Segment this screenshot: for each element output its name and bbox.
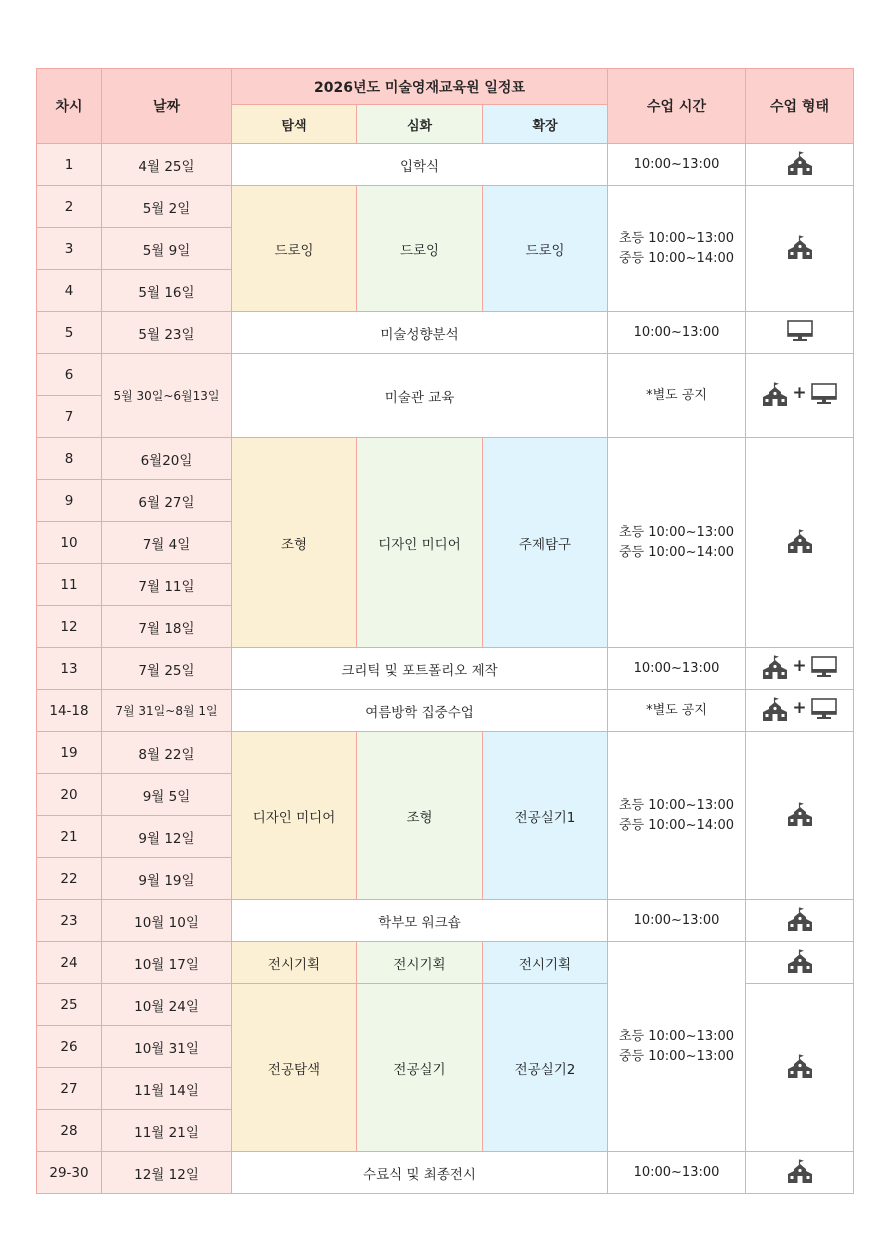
session-date: 10월 10일 [102,900,232,942]
session-content: 크리틱 및 포트폴리오 제작 [232,648,608,690]
session-date: 10월 31일 [102,1026,232,1068]
table-row [37,1152,854,1194]
session-number: 4 [37,270,102,312]
school-icon [787,1054,813,1078]
table-row [37,690,854,732]
table-row [37,144,854,186]
session-time: *별도 공지 [608,354,746,438]
mode-cell [746,732,854,900]
session-number: 22 [37,858,102,900]
date-header: 날짜 [102,69,232,144]
mode-cell [746,144,854,186]
track-expand-cell: 전시기획 [483,942,608,984]
session-content: 미술성향분석 [232,312,608,354]
time-header: 수업 시간 [608,69,746,144]
session-content: 미술관 교육 [232,354,608,438]
track-expand-cell: 전공실기2 [483,984,608,1152]
session-number: 8 [37,438,102,480]
track-deepen-cell: 드로잉 [357,186,483,312]
session-time [608,942,746,1152]
school-icon [787,235,813,259]
session-date: 11월 14일 [102,1068,232,1110]
table-title: 2026년도 미술영재교육원 일정표 [232,69,608,105]
session-number: 19 [37,732,102,774]
track-deepen-header: 심화 [357,105,483,144]
session-number: 11 [37,564,102,606]
track-explore-cell: 조형 [232,438,357,648]
session-number: 7 [37,396,102,438]
session-number: 6 [37,354,102,396]
time-elementary: 초등 10:00~13:00 [618,524,735,540]
session-date: 5월 23일 [102,312,232,354]
session-number: 10 [37,522,102,564]
session-time: 10:00~13:00 [608,648,746,690]
session-date: 11월 21일 [102,1110,232,1152]
table-row [37,942,854,984]
mode-header: 수업 형태 [746,69,854,144]
track-explore-header: 탐색 [232,105,357,144]
track-explore-cell: 전시기획 [232,942,357,984]
session-number: 12 [37,606,102,648]
session-date: 4월 25일 [102,144,232,186]
session-time: 10:00~13:00 [608,312,746,354]
session-content: 여름방학 집중수업 [232,690,608,732]
session-date: 8월 22일 [102,732,232,774]
session-number: 29-30 [37,1152,102,1194]
session-date: 5월 16일 [102,270,232,312]
school-icon [787,802,813,826]
session-date: 5월 30일~6월13일 [102,354,232,438]
plus-sign: + [792,656,807,676]
time-elementary: 초등 10:00~13:00 [618,230,735,246]
time-middle: 중등 10:00~14:00 [618,250,735,266]
mode-cell [746,984,854,1152]
table-row [37,186,854,228]
session-time [608,732,746,900]
session-date: 12월 12일 [102,1152,232,1194]
mode-cell [746,312,854,354]
mode-cell [746,1152,854,1194]
session-number: 26 [37,1026,102,1068]
track-explore-cell: 전공탐색 [232,984,357,1152]
session-header: 차시 [37,69,102,144]
school-icon [762,697,788,721]
session-number: 24 [37,942,102,984]
session-number: 3 [37,228,102,270]
session-time: 10:00~13:00 [608,144,746,186]
plus-sign: + [792,698,807,718]
track-expand-header: 확장 [483,105,608,144]
school-icon [787,1159,813,1183]
table-row [37,900,854,942]
table-row [37,354,854,396]
session-date: 10월 24일 [102,984,232,1026]
track-expand-cell: 전공실기1 [483,732,608,900]
session-number: 2 [37,186,102,228]
mode-cell [746,900,854,942]
mode-cell [746,354,854,438]
track-explore-cell: 디자인 미디어 [232,732,357,900]
session-content: 수료식 및 최종전시 [232,1152,608,1194]
session-content: 입학식 [232,144,608,186]
session-date: 7월 4일 [102,522,232,564]
mode-cell [746,690,854,732]
session-number: 5 [37,312,102,354]
school-icon [762,382,788,406]
mode-cell [746,186,854,312]
track-expand-cell: 주제탐구 [483,438,608,648]
school-icon [787,907,813,931]
session-date: 7월 31일~8월 1일 [102,690,232,732]
monitor-icon [811,383,837,405]
school-icon [787,949,813,973]
session-date: 5월 2일 [102,186,232,228]
session-date: 6월 27일 [102,480,232,522]
session-date: 10월 17일 [102,942,232,984]
session-date: 6월20일 [102,438,232,480]
school-icon [762,655,788,679]
track-deepen-cell: 전공실기 [357,984,483,1152]
monitor-icon [811,656,837,678]
session-number: 28 [37,1110,102,1152]
table-row [37,732,854,774]
track-explore-cell: 드로잉 [232,186,357,312]
session-date: 7월 18일 [102,606,232,648]
session-date: 9월 5일 [102,774,232,816]
session-number: 25 [37,984,102,1026]
table-row [37,312,854,354]
table-row [37,438,854,480]
session-time: 10:00~13:00 [608,900,746,942]
time-middle: 중등 10:00~13:00 [618,1048,735,1064]
track-deepen-cell: 전시기획 [357,942,483,984]
session-number: 13 [37,648,102,690]
monitor-icon [787,320,813,342]
session-date: 5월 9일 [102,228,232,270]
session-date: 9월 12일 [102,816,232,858]
plus-sign: + [792,383,807,403]
time-middle: 중등 10:00~14:00 [618,817,735,833]
session-number: 14-18 [37,690,102,732]
school-icon [787,151,813,175]
track-deepen-cell: 조형 [357,732,483,900]
session-number: 27 [37,1068,102,1110]
session-date: 7월 25일 [102,648,232,690]
track-deepen-cell: 디자인 미디어 [357,438,483,648]
session-number: 23 [37,900,102,942]
mode-cell [746,648,854,690]
time-elementary: 초등 10:00~13:00 [618,797,735,813]
mode-cell [746,438,854,648]
school-icon [787,529,813,553]
track-expand-cell: 드로잉 [483,186,608,312]
monitor-icon [811,698,837,720]
session-number: 21 [37,816,102,858]
time-middle: 중등 10:00~14:00 [618,544,735,560]
session-time [608,186,746,312]
time-elementary: 초등 10:00~13:00 [618,1028,735,1044]
session-date: 7월 11일 [102,564,232,606]
session-content: 학부모 워크숍 [232,900,608,942]
session-date: 9월 19일 [102,858,232,900]
session-time [608,438,746,648]
session-time: 10:00~13:00 [608,1152,746,1194]
schedule-table [36,68,854,1194]
session-number: 9 [37,480,102,522]
session-number: 20 [37,774,102,816]
mode-cell [746,942,854,984]
session-number: 1 [37,144,102,186]
table-row [37,648,854,690]
session-time: *별도 공지 [608,690,746,732]
